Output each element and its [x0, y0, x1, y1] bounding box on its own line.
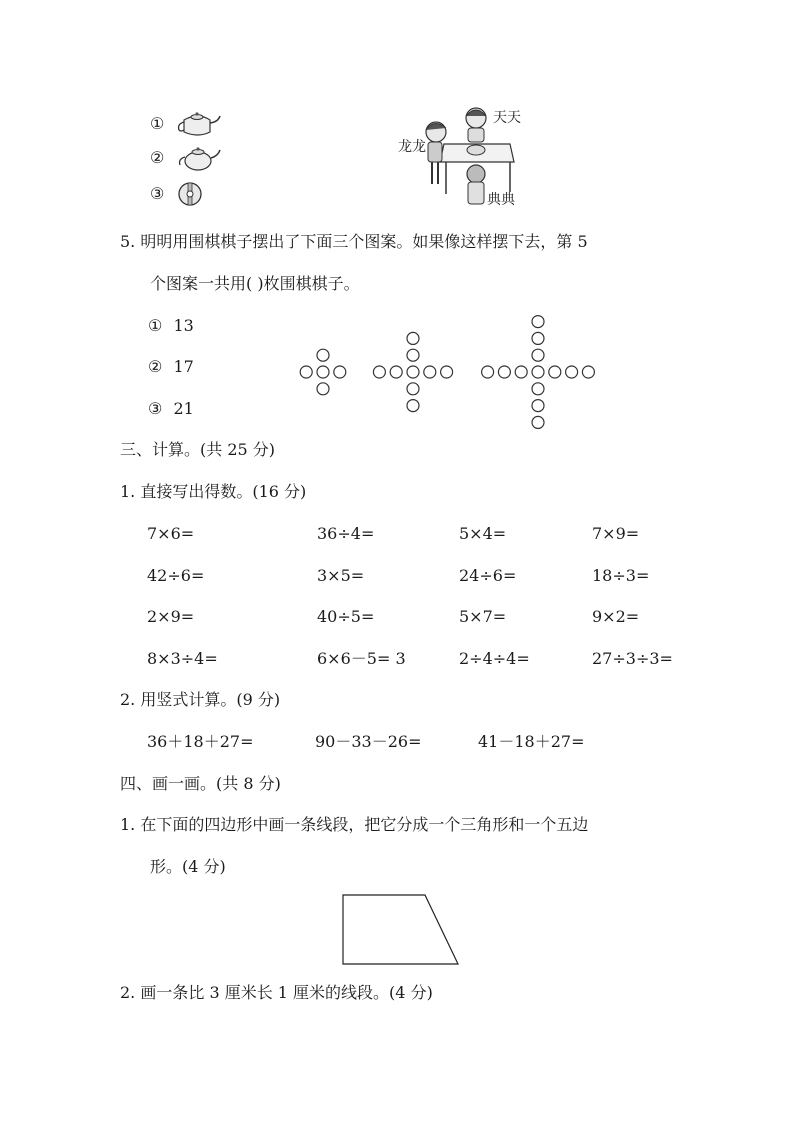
q5-question-line2: 个图案一共用( )枚围棋棋子。: [150, 274, 360, 293]
vertical-calc-item-2: 90－33－26=: [315, 732, 422, 751]
go-stone: [532, 349, 544, 361]
go-stone: [407, 383, 419, 395]
go-stone: [498, 366, 510, 378]
section3-q2-title: 2. 用竖式计算。(9 分): [120, 690, 281, 709]
go-stone: [317, 383, 329, 395]
go-stone: [482, 366, 494, 378]
q4-option-3-mark: ③: [150, 184, 165, 203]
calc-item: 9×2=: [592, 607, 640, 626]
calc-item: 40÷5=: [317, 607, 375, 626]
go-stone: [532, 400, 544, 412]
go-stone: [317, 366, 329, 378]
go-stone: [407, 400, 419, 412]
q5-question-line1: 5. 明明用围棋棋子摆出了下面三个图案。如果像这样摆下去，第 5: [120, 232, 588, 251]
child-label-tiantian: 天天: [493, 110, 521, 126]
quadrilateral-figure[interactable]: [340, 892, 462, 968]
calc-item: 7×6=: [147, 524, 195, 543]
go-stone: [532, 383, 544, 395]
q5-option-3-value: 21: [173, 399, 194, 418]
go-stone: [532, 316, 544, 328]
calc-item: 7×9=: [592, 524, 640, 543]
calc-item: 2÷4÷4=: [459, 649, 530, 668]
calc-item: 36÷4=: [317, 524, 375, 543]
go-stone: [441, 366, 453, 378]
calc-item: 3×5=: [317, 566, 365, 585]
calc-item: 8×3÷4=: [147, 649, 218, 668]
q5-option-1-value: 13: [173, 316, 194, 335]
calc-item: 18÷3=: [592, 566, 650, 585]
go-stone: [317, 349, 329, 361]
go-stone: [407, 332, 419, 344]
go-stone: [582, 366, 594, 378]
child-label-diandian: 典典: [487, 192, 515, 208]
section4-title: 四、画一画。(共 8 分): [120, 774, 281, 793]
go-stone: [532, 366, 544, 378]
go-stone: [424, 366, 436, 378]
calc-item: 6×6－5= 3: [317, 649, 406, 668]
q4-option-2-mark: ②: [150, 148, 165, 167]
go-stone: [334, 366, 346, 378]
go-stone: [390, 366, 402, 378]
q5-option-2-value: 17: [173, 357, 194, 376]
q5-option-2-mark: ②: [148, 357, 163, 376]
calc-item: 5×7=: [459, 607, 507, 626]
q5-option-1-mark: ①: [148, 316, 163, 335]
section4-q1-line2: 形。(4 分): [150, 857, 226, 876]
go-stone: [407, 366, 419, 378]
vertical-calc-item-1: 36＋18＋27=: [147, 732, 254, 751]
q4-option-1-mark: ①: [150, 114, 165, 133]
go-stone: [532, 332, 544, 344]
vertical-calc-item-3: 41－18＋27=: [478, 732, 585, 751]
calc-item: 5×4=: [459, 524, 507, 543]
go-stone: [300, 366, 312, 378]
go-stone: [407, 349, 419, 361]
calc-item: 42÷6=: [147, 566, 205, 585]
section4-q1-line1: 1. 在下面的四边形中画一条线段，把它分成一个三角形和一个五边: [120, 815, 589, 834]
go-stone: [532, 416, 544, 428]
go-stone: [373, 366, 385, 378]
child-label-longlong: 龙龙: [398, 139, 426, 155]
calc-item: 2×9=: [147, 607, 195, 626]
go-stone: [549, 366, 561, 378]
go-stone: [515, 366, 527, 378]
go-stone: [566, 366, 578, 378]
calc-item: 27÷3÷3=: [592, 649, 673, 668]
q5-option-3-mark: ③: [148, 399, 163, 418]
section4-q2-title: 2. 画一条比 3 厘米长 1 厘米的线段。(4 分): [120, 983, 433, 1002]
section3-title: 三、计算。(共 25 分): [120, 440, 276, 459]
section3-q1-title: 1. 直接写出得数。(16 分): [120, 482, 307, 501]
go-stone-patterns: [0, 0, 794, 460]
calc-item: 24÷6=: [459, 566, 517, 585]
